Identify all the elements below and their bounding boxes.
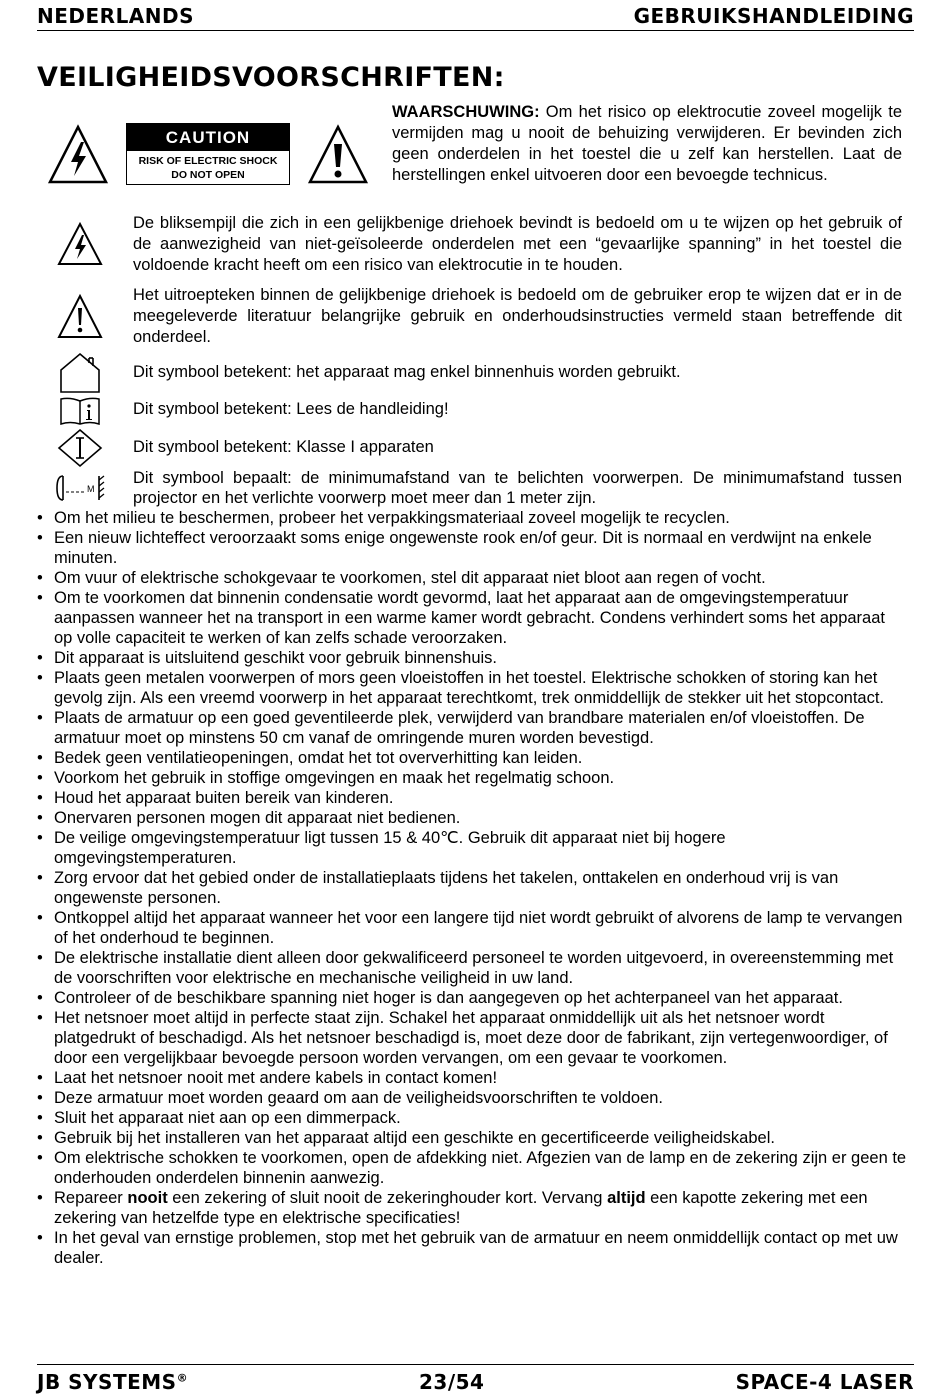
rule-text: Laat het netsnoer nooit met andere kabels in contact komen! xyxy=(54,1069,498,1087)
page-title: VEILIGHEIDSVOORSCHRIFTEN: xyxy=(37,62,505,93)
rule-item xyxy=(37,788,907,808)
bullet: • xyxy=(37,1229,43,1247)
rule-text: Sluit het apparaat niet aan op een dimmerpack. xyxy=(54,1109,401,1127)
bullet: • xyxy=(37,529,43,547)
indoor-use-house-icon xyxy=(58,352,102,394)
rule-text: Onervaren personen mogen dit apparaat niet bedienen. xyxy=(54,809,461,827)
bullet: • xyxy=(37,989,43,1007)
page-number: 23/54 xyxy=(419,1370,485,1394)
rule-item xyxy=(37,988,907,1008)
bullet: • xyxy=(37,769,43,787)
rule-item xyxy=(37,1068,907,1088)
rule-text: Plaats de armatuur op een goed geventileerde plek, verwijderd van brandbare materialen en/of vloeistoffen. De armatuur moet op minstens 50 cm vanaf de omringende muren worden bevestigd. xyxy=(54,709,865,747)
caution-heading: CAUTION xyxy=(127,124,289,151)
distance-icon-label: M xyxy=(87,484,95,494)
rule-item xyxy=(37,808,907,828)
bullet: • xyxy=(37,709,43,727)
registered-mark: ® xyxy=(176,1371,189,1385)
rule-text: Een nieuw lichteffect veroorzaakt soms enige ongewenste rook en/of geur. Dit is normaal en verdwijnt na enkele minuten. xyxy=(54,529,872,567)
bullet: • xyxy=(37,1009,43,1027)
header-doc-type: GEBRUIKSHANDLEIDING xyxy=(633,4,914,28)
page-footer xyxy=(37,1364,914,1395)
rule-text: Gebruik bij het installeren van het apparaat altijd een geschikte en gecertificeerde veiligheidskabel. xyxy=(54,1129,775,1147)
bullet: • xyxy=(37,829,43,847)
rule-text: Om het milieu te beschermen, probeer het verpakkingsmateriaal zoveel mogelijk te recyclen. xyxy=(54,509,730,527)
last-rule-text: In het geval van ernstige problemen, stop met het gebruik van de armatuur en neem onmiddellijk contact op met uw dealer. xyxy=(54,1229,898,1267)
rule-text: Dit apparaat is uitsluitend geschikt voor gebruik binnenshuis. xyxy=(54,649,498,667)
fuse-rule-text-3: een kapotte zekering met een zekering van hetzelfde type en elektrische specificaties! xyxy=(54,1189,868,1227)
rule-text: Bedek geen ventilatieopeningen, omdat het tot oververhitting kan leiden. xyxy=(54,749,583,767)
rule-item xyxy=(37,908,907,948)
bullet: • xyxy=(37,869,43,887)
manual-explanation: Dit symbool betekent: Lees de handleiding! xyxy=(133,400,449,418)
rule-item xyxy=(37,588,907,648)
fuse-rule-text-2: een zekering of sluit nooit de zekeringhouder kort. Vervang xyxy=(167,1189,608,1207)
exclamation-warning-icon xyxy=(307,124,369,186)
rule-item xyxy=(37,528,907,568)
rule-item xyxy=(37,1088,907,1108)
bullet: • xyxy=(37,1129,43,1147)
rule-text: Voorkom het gebruik in stoffige omgevingen en maak het regelmatig schoon. xyxy=(54,769,615,787)
rule-text: Om te voorkomen dat binnenin condensatie wordt gevormd, laat het apparaat aan de omgevingstemperatuur aanpassen wanneer het na transport in een warme kamer wordt gebracht. Condens verhindert soms het apparaat op volle capaciteit te werken of kan zelfs schade veroorzaken. xyxy=(54,589,885,647)
minimum-distance-icon xyxy=(53,472,109,504)
brand-name: JB SYSTEMS xyxy=(37,1370,177,1394)
bullet: • xyxy=(37,789,43,807)
read-manual-icon xyxy=(58,396,102,426)
bullet: • xyxy=(37,509,43,527)
safety-rules-list xyxy=(37,508,907,1268)
rule-item xyxy=(37,1108,907,1128)
rule-item xyxy=(37,668,907,708)
rule-text: De veilige omgevingstemperatuur ligt tussen 15 & 40℃. Gebruik dit apparaat niet bij hogere omgevingstemperaturen. xyxy=(54,829,726,867)
bullet: • xyxy=(37,649,43,667)
class1-device-icon xyxy=(57,428,103,468)
footer-brand xyxy=(37,1370,188,1394)
caution-line-2: DO NOT OPEN xyxy=(171,169,245,181)
rule-item xyxy=(37,648,907,668)
bullet: • xyxy=(37,589,43,607)
fuse-rule-bold-2: altijd xyxy=(607,1189,646,1207)
fuse-rule-item xyxy=(37,1188,907,1228)
rule-item xyxy=(37,508,907,528)
class1-explanation: Dit symbool betekent: Klasse I apparaten xyxy=(133,438,434,456)
bullet: • xyxy=(37,749,43,767)
exclamation-triangle-icon xyxy=(57,294,103,340)
fuse-rule-bold-1: nooit xyxy=(127,1189,168,1207)
rule-item xyxy=(37,568,907,588)
warning-text: Om het risico op elektrocutie zoveel mogelijk te vermijden mag u nooit de behuizing verwijderen. Er bevinden zich geen onderdelen in het toestel die u zelf kan herstellen. Laat de herstellingen enkel uitvoeren door een bevoegde technicus. xyxy=(392,103,902,184)
header-language: NEDERLANDS xyxy=(37,4,195,28)
rule-text: Deze armatuur moet worden geaard om aan de veiligheidsvoorschriften te voldoen. xyxy=(54,1089,664,1107)
rule-item xyxy=(37,948,907,988)
rule-text: Houd het apparaat buiten bereik van kinderen. xyxy=(54,789,394,807)
rule-item xyxy=(37,1128,907,1148)
rule-text: Zorg ervoor dat het gebied onder de installatieplaats tijdens het takelen, onttakelen en onderhoud vrij is van ongewenste personen. xyxy=(54,869,839,907)
rule-item xyxy=(37,708,907,748)
bullet: • xyxy=(37,1149,43,1167)
rule-text: De elektrische installatie dient alleen door gekwalificeerd personeel te worden uitgevoerd, in overeenstemming met de voorschriften voor elektrische en mechanische veiligheid in uw land. xyxy=(54,949,894,987)
page-header xyxy=(37,2,914,31)
bullet: • xyxy=(37,1089,43,1107)
rule-text: Plaats geen metalen voorwerpen of mors geen vloeistoffen in het toestel. Elektrische schokken of storing kan het gevolg zijn. Als een vreemd voorwerp in het apparaat terechtkomt, trek onmiddellijk de stekker uit het stopcontact. xyxy=(54,669,885,707)
bullet: • xyxy=(37,909,43,927)
bullet: • xyxy=(37,1069,43,1087)
bullet: • xyxy=(37,949,43,967)
rule-text: Ontkoppel altijd het apparaat wanneer het voor een langere tijd niet wordt gebruikt of alvorens de lamp te vervangen of het onderhoud te beginnen. xyxy=(54,909,903,947)
caution-line-1: RISK OF ELECTRIC SHOCK xyxy=(138,155,278,167)
lightning-triangle-icon xyxy=(57,222,103,266)
warning-paragraph xyxy=(392,102,902,186)
bullet: • xyxy=(37,1109,43,1127)
rule-item xyxy=(37,868,907,908)
last-rule-item xyxy=(37,1228,907,1268)
lightning-warning-icon xyxy=(47,124,109,186)
rule-text: Het netsnoer moet altijd in perfecte staat zijn. Schakel het apparaat onmiddellijk uit als het netsnoer wordt platgedrukt of beschadigd. Als het netsnoer beschadigd is, moet deze door de fabrikant, zijn vertegenwoordiger, of door een vergelijkbaar bevoegde persoon worden vervangen, om een gevaar te voorkomen. xyxy=(54,1009,888,1067)
indoor-explanation: Dit symbool betekent: het apparaat mag enkel binnenhuis worden gebruikt. xyxy=(133,363,681,381)
warning-label: WAARSCHUWING: xyxy=(392,103,540,121)
rule-item xyxy=(37,1008,907,1068)
caution-label xyxy=(126,123,290,185)
fuse-rule-text-1: Repareer xyxy=(54,1189,128,1207)
rule-text: Om vuur of elektrische schokgevaar te voorkomen, stel dit apparaat niet bloot aan regen of vocht. xyxy=(54,569,766,587)
lightning-explanation: De bliksempijl die zich in een gelijkbenige driehoek bevindt is bedoeld om u te wijzen op het gebruik of de aanwezigheid van niet-geïsoleerde onderdelen met een “gevaarlijke spanning” in het toestel die voldoende kracht heeft om een risico van elektrocutie in te houden. xyxy=(133,214,902,274)
footer-model: SPACE-4 LASER xyxy=(735,1370,914,1394)
rule-text: Controleer of de beschikbare spanning niet hoger is dan aangegeven op het achterpaneel van het apparaat. xyxy=(54,989,843,1007)
exclamation-explanation: Het uitroepteken binnen de gelijkbenige driehoek is bedoeld om de gebruiker erop te wijzen dat er in de meegeleverde literatuur belangrijke gebruik en onderhoudsinstructies vermeld staan betreffende dit onderdeel. xyxy=(133,286,902,346)
rule-item xyxy=(37,768,907,788)
bullet: • xyxy=(37,809,43,827)
rule-text: Om elektrische schokken te voorkomen, open de afdekking niet. Afgezien van de lamp en de zekering zijn er geen te onderhouden onderdelen binnenin aanwezig. xyxy=(54,1149,907,1187)
rule-item xyxy=(37,748,907,768)
bullet: • xyxy=(37,1189,43,1207)
bullet: • xyxy=(37,669,43,687)
rule-item xyxy=(37,1148,907,1188)
distance-explanation: Dit symbool bepaalt: de minimumafstand van te belichten voorwerpen. De minimumafstand tussen projector en het verlichte voorwerp moet meer dan 1 meter zijn. xyxy=(133,469,902,507)
rule-item xyxy=(37,828,907,868)
bullet: • xyxy=(37,569,43,587)
